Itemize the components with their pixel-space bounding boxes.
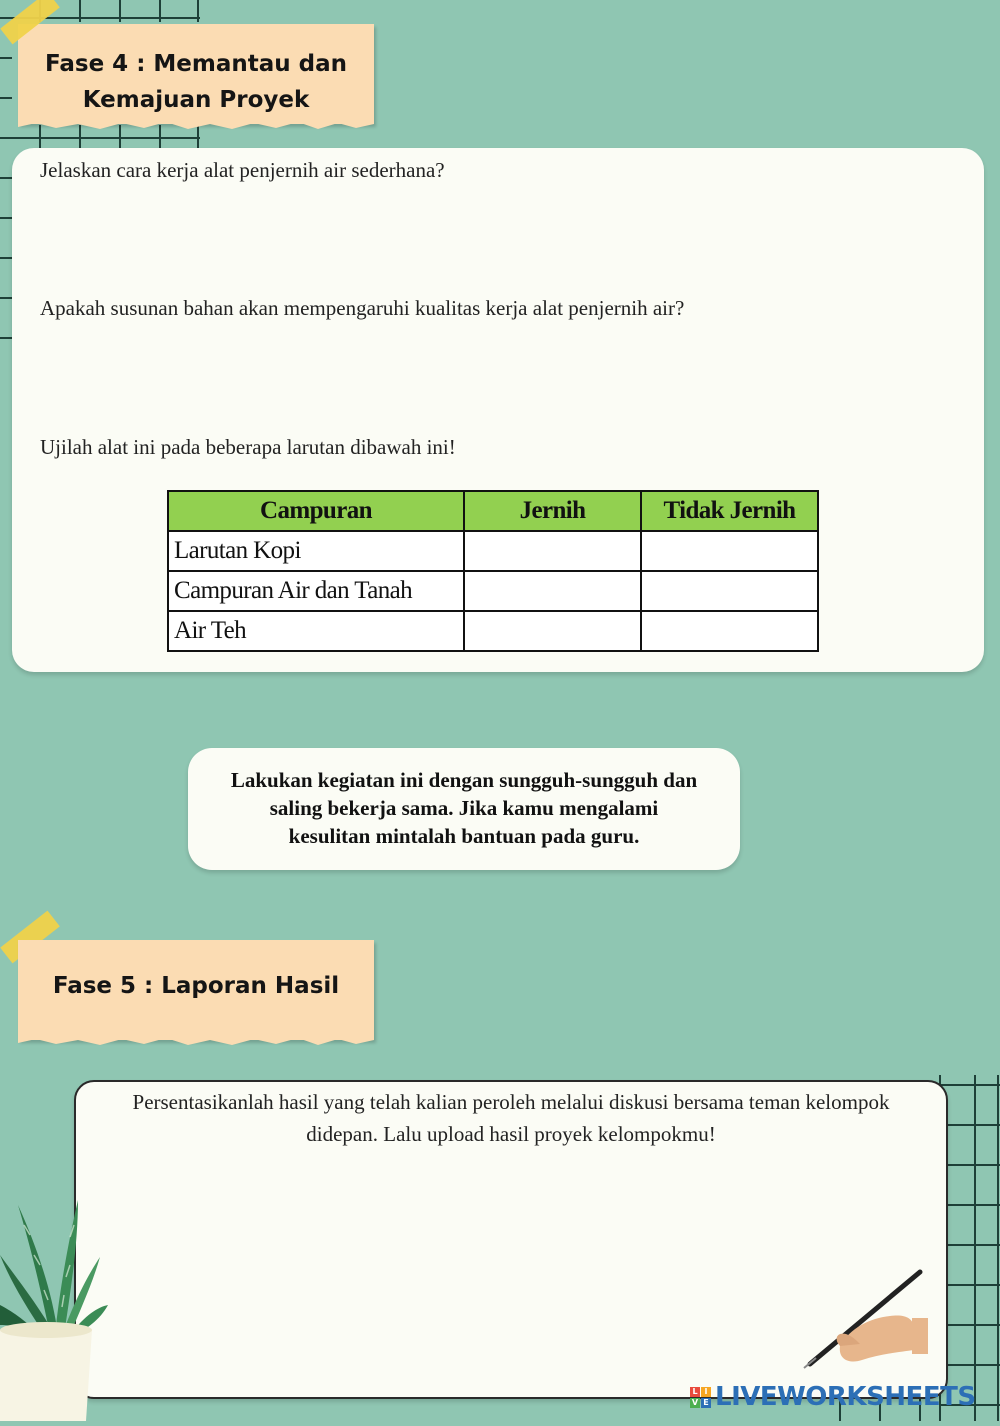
row-label: Campuran Air dan Tanah — [168, 571, 464, 611]
phase5-title-note — [18, 940, 374, 1040]
header-campuran: Campuran — [168, 491, 464, 531]
upload-area[interactable] — [120, 1160, 800, 1360]
tip-card — [188, 748, 740, 870]
plant-illustration — [0, 1195, 110, 1421]
test-table — [167, 490, 819, 652]
header-jernih: Jernih — [464, 491, 641, 531]
watermark-text: LIVEWORKSHEETS — [715, 1382, 976, 1412]
tidak-jernih-cell[interactable] — [641, 611, 818, 651]
table-row — [168, 611, 818, 651]
hand-pen-illustration — [800, 1268, 930, 1378]
jernih-cell[interactable] — [464, 531, 641, 571]
header-tidak-jernih: Tidak Jernih — [641, 491, 818, 531]
phase4-title-line2: Kemajuan Proyek — [82, 87, 310, 113]
question-3: Ujilah alat ini pada beberapa larutan dibawah ini! — [40, 435, 456, 459]
report-instruction: Persentasikanlah hasil yang telah kalian peroleh melalui diskusi bersama teman kelompok didepan. Lalu upload hasil proyek kelompokmu! — [132, 1090, 890, 1146]
liveworksheets-logo-icon: L I V E — [690, 1387, 711, 1408]
jernih-cell[interactable] — [464, 571, 641, 611]
table-row — [168, 531, 818, 571]
jernih-cell[interactable] — [464, 611, 641, 651]
row-label: Larutan Kopi — [168, 531, 464, 571]
answer-area-1[interactable] — [30, 190, 970, 280]
answer-area-2[interactable] — [30, 330, 970, 420]
question-1: Jelaskan cara kerja alat penjernih air sederhana? — [40, 158, 445, 182]
row-label: Air Teh — [168, 611, 464, 651]
phase4-title-line1: Fase 4 : Memantau dan — [45, 51, 347, 77]
table-row — [168, 571, 818, 611]
phase5-title: Fase 5 : Laporan Hasil — [52, 973, 340, 999]
tidak-jernih-cell[interactable] — [641, 531, 818, 571]
phase4-title-note — [18, 24, 374, 124]
tip-text: Lakukan kegiatan ini dengan sungguh-sungguh dan saling bekerja sama. Jika kamu mengalami kesulitan mintalah bantuan pada guru. — [230, 768, 698, 848]
table-header-row — [168, 491, 818, 531]
liveworksheets-watermark — [690, 1382, 976, 1412]
tidak-jernih-cell[interactable] — [641, 571, 818, 611]
question-2: Apakah susunan bahan akan mempengaruhi kualitas kerja alat penjernih air? — [40, 296, 685, 320]
